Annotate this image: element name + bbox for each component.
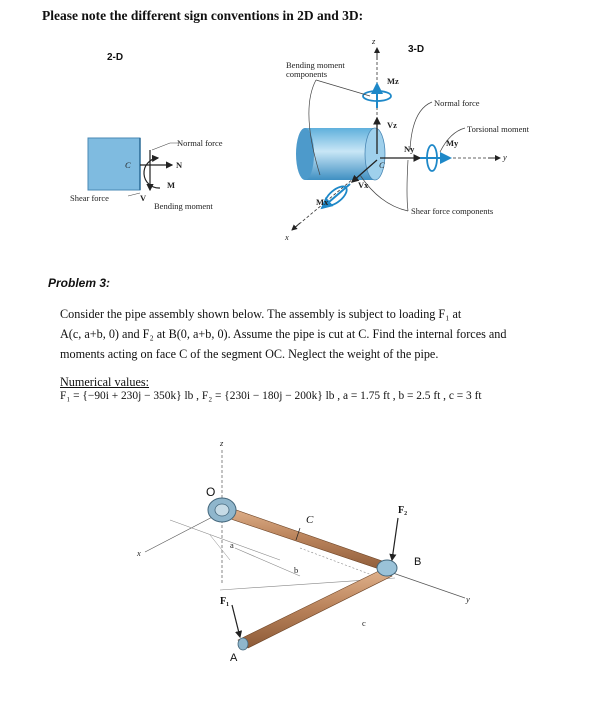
force-F1-arrow: [232, 605, 240, 637]
fig3d-shear-components-label: Shear force components: [411, 206, 494, 216]
numerical-values-line: F₁ = {−90i + 230j − 350k} lb , F₂ = {230i − 180j − 200k} lb , a = 1.75 ft , b = 2.5 ft , c = 3 ft: [60, 390, 482, 402]
fig3d-label-Mz: Mz: [387, 76, 399, 86]
force-F2-arrow: [392, 518, 398, 560]
pipe-label-O: O: [206, 485, 216, 499]
problem-statement: [60, 304, 556, 364]
fig2d-title: 2-D: [107, 52, 124, 63]
fig3d-axis-x: x: [285, 232, 289, 242]
numerical-values-title: Numerical values:: [60, 375, 150, 389]
problem-line-1: Consider the pipe assembly shown below. The assembly is subject to loading F₁ at: [60, 307, 462, 321]
fig3d-cylinder: [305, 128, 375, 180]
pipe-elbow-B: [377, 560, 397, 576]
problem-heading: Problem 3:: [48, 276, 111, 290]
fig2d-normal-force-label: Normal force: [177, 138, 223, 148]
fig2d-label-C: C: [125, 160, 131, 170]
fig2d-label-N: N: [176, 160, 183, 170]
fig3d-label-Vx: Vx: [358, 180, 369, 190]
pipe-label-C: C: [306, 514, 314, 526]
pipe-label-F2: F₂: [398, 505, 408, 516]
pipe-label-y: y: [466, 594, 470, 604]
pipe-segment-BA: [238, 568, 392, 648]
fig2d-moment-arc: [144, 158, 160, 188]
fig3d-normal-force-label: Normal force: [434, 98, 480, 108]
problem-line-3: moments acting on face C of the segment OC. Neglect the weight of the pipe.: [60, 347, 439, 361]
pipe-label-x: x: [137, 548, 141, 558]
pipe-segment-OB: [222, 505, 388, 572]
pipe-label-F1: F₁: [220, 596, 230, 607]
fig2d-shear-force-label: Shear force: [70, 193, 109, 203]
pipe-label-a: a: [230, 540, 234, 550]
fig3d-torsional-moment-label: Torsional moment: [467, 124, 529, 134]
fig2d-label-V: V: [140, 193, 147, 203]
fig3d-bending-components-line2: components: [286, 69, 328, 79]
fig2d-bending-moment-label: Bending moment: [154, 201, 213, 211]
pipe-label-z: z: [220, 438, 224, 448]
fig3d-label-Ny: Ny: [404, 144, 415, 154]
problem-line-2: A(c, a+b, 0) and F₂ at B(0, a+b, 0). Assume the pipe is cut at C. Find the internal forces and: [60, 327, 507, 341]
fig3d-label-My: My: [446, 138, 459, 148]
fig3d-title: 3-D: [408, 44, 425, 55]
fig3d-label-C: C: [379, 160, 385, 170]
fig3d-label-Vz: Vz: [387, 120, 397, 130]
page-header-note: Please note the different sign conventions in 2D and 3D:: [42, 8, 364, 23]
fig3d-label-Mx: Mx: [316, 197, 329, 207]
fig2d-label-M: M: [167, 180, 176, 190]
fig2d-beam-block: [88, 138, 140, 190]
pipe-label-c: c: [362, 618, 366, 628]
pipe-label-B: B: [414, 556, 422, 568]
fig3d-axis-y: y: [503, 152, 507, 162]
fig3d-axis-z: z: [372, 36, 376, 46]
pipe-label-A: A: [230, 652, 238, 664]
fig3d-bending-components-line1: Bending moment: [286, 60, 345, 70]
pipe-label-b: b: [294, 565, 299, 575]
